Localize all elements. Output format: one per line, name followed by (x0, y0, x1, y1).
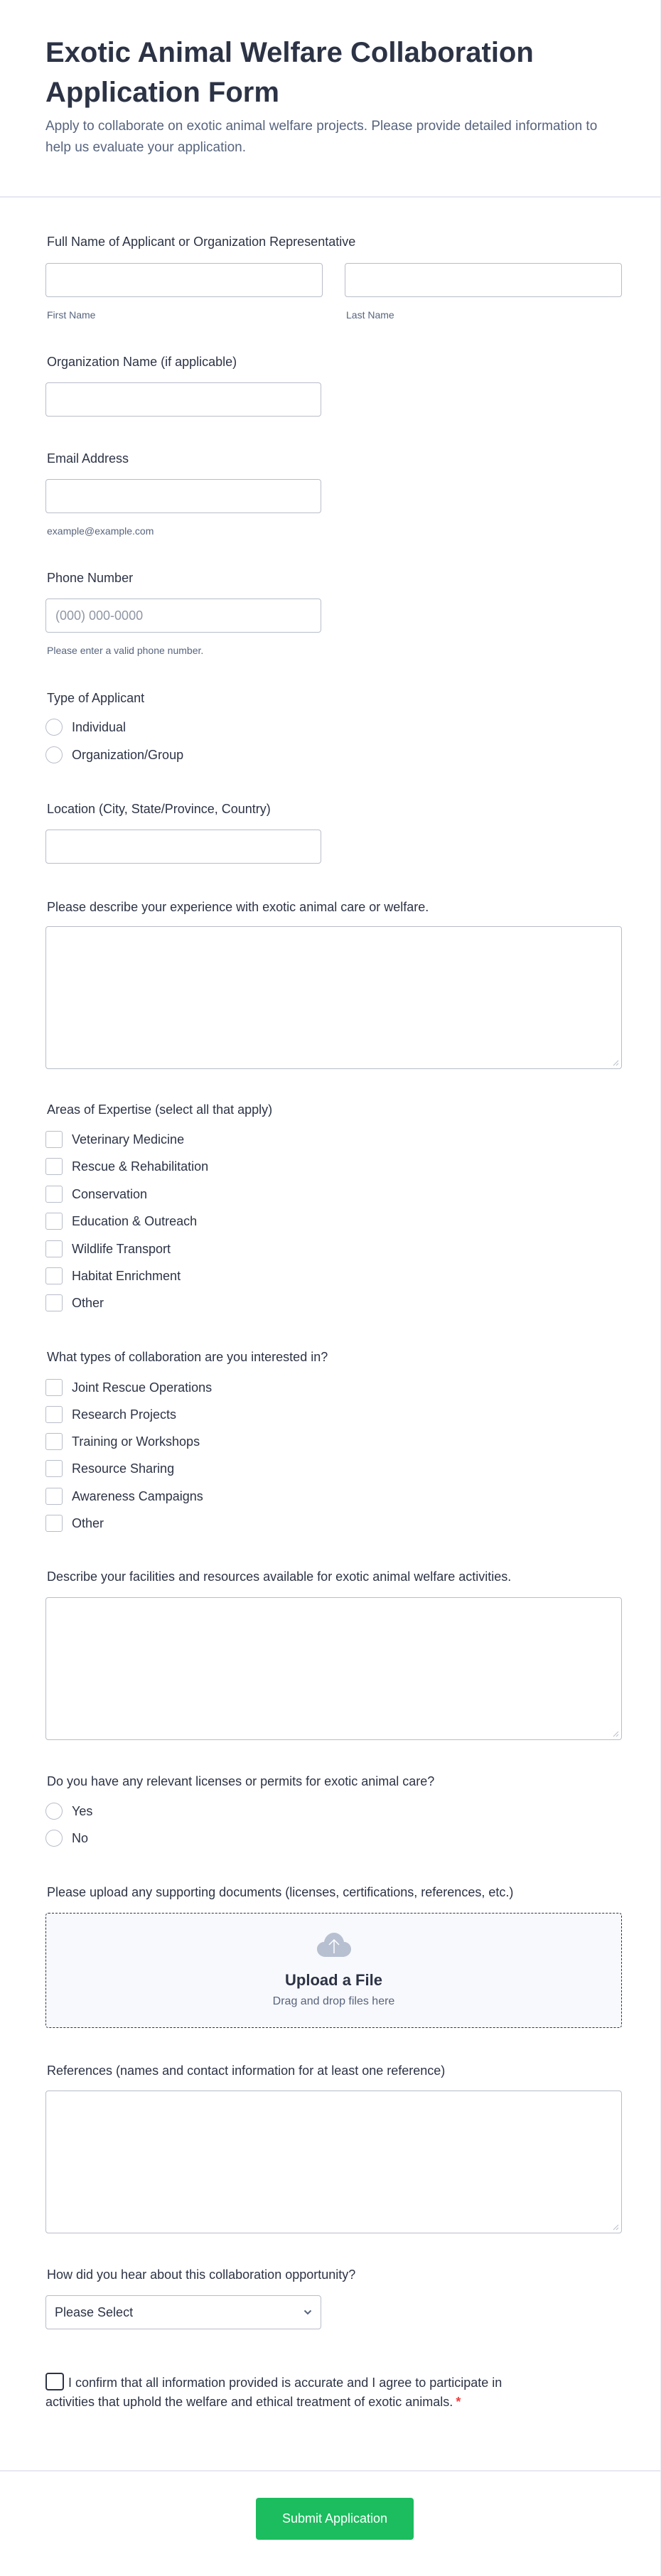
checkbox-label: Resource Sharing (72, 1461, 175, 1476)
checkbox-label: Conservation (72, 1186, 148, 1201)
licenses-label: Do you have any relevant licenses or permits for exotic animal care? (47, 1774, 435, 1788)
checkbox-box[interactable] (45, 1267, 63, 1284)
cloud-upload-icon (317, 1933, 351, 1957)
full-name-label: Full Name of Applicant or Organization Representative (47, 235, 356, 249)
confirm-text: I confirm that all information provided is accurate and I agree to participate in activities that uphold the welfare and ethical treatment of exotic animals. (45, 2376, 503, 2409)
references-label: References (names and contact information for at least one reference) (47, 2064, 446, 2078)
confirm-agreement (45, 2373, 543, 2412)
radio-circle[interactable] (45, 1830, 63, 1847)
facilities-label: Describe your facilities and resources available for exotic animal welfare activities. (47, 1569, 512, 1584)
heard-about-label: How did you hear about this collaboration opportunity? (47, 2268, 356, 2282)
checkbox-wildlife-transport[interactable] (45, 1240, 171, 1257)
experience-textarea[interactable] (45, 926, 622, 1069)
page-subtitle: Apply to collaborate on exotic animal welfare projects. Please provide detailed information to help us evaluate your application. (45, 119, 598, 155)
collaboration-label: What types of collaboration are you interested in? (47, 1350, 328, 1364)
checkbox-box[interactable] (45, 1186, 63, 1203)
radio-licenses-yes[interactable] (45, 1803, 92, 1820)
checkbox-box[interactable] (45, 1488, 63, 1505)
checkbox-label: Training or Workshops (72, 1434, 200, 1449)
upload-label: Please upload any supporting documents (licenses, certifications, references, etc.) (47, 1885, 514, 1899)
checkbox-label: Research Projects (72, 1407, 177, 1422)
checkbox-resource-sharing[interactable] (45, 1460, 174, 1477)
references-textarea[interactable] (45, 2091, 622, 2233)
phone-placeholder: (000) 000-0000 (55, 608, 144, 623)
last-name-input[interactable] (345, 263, 622, 297)
radio-label: Individual (72, 719, 127, 734)
checkbox-box[interactable] (45, 1433, 63, 1450)
required-asterisk: * (456, 2395, 461, 2409)
checkbox-training-workshops[interactable] (45, 1433, 200, 1450)
checkbox-label: Wildlife Transport (72, 1241, 171, 1256)
checkbox-box[interactable] (45, 1460, 63, 1477)
checkbox-joint-rescue[interactable] (45, 1379, 212, 1396)
page-title: Exotic Animal Welfare Collaboration Application Form (45, 37, 534, 108)
radio-circle[interactable] (45, 1803, 63, 1820)
confirm-checkbox[interactable] (45, 2373, 64, 2390)
radio-circle[interactable] (45, 719, 63, 736)
last-name-sublabel: Last Name (346, 309, 394, 321)
phone-label: Phone Number (47, 571, 134, 585)
submit-application-button[interactable]: Submit Application (256, 2498, 414, 2540)
expertise-label: Areas of Expertise (select all that apply) (47, 1102, 273, 1117)
email-label: Email Address (47, 451, 129, 466)
checkbox-veterinary-medicine[interactable] (45, 1131, 184, 1148)
checkbox-label: Rescue & Rehabilitation (72, 1159, 209, 1174)
checkbox-education-outreach[interactable] (45, 1213, 197, 1230)
email-input[interactable] (45, 479, 321, 513)
checkbox-label: Education & Outreach (72, 1213, 198, 1228)
checkbox-conservation[interactable] (45, 1186, 147, 1203)
checkbox-awareness-campaigns[interactable] (45, 1488, 203, 1505)
phone-input[interactable] (45, 599, 321, 633)
checkbox-label: Joint Rescue Operations (72, 1380, 213, 1395)
applicant-type-label: Type of Applicant (47, 691, 145, 705)
first-name-sublabel: First Name (47, 309, 96, 321)
radio-licenses-no[interactable] (45, 1830, 88, 1847)
checkbox-box[interactable] (45, 1294, 63, 1311)
radio-individual[interactable] (45, 719, 126, 736)
radio-organization-group[interactable] (45, 746, 183, 763)
chevron-down-icon (303, 2309, 312, 2315)
location-label: Location (City, State/Province, Country) (47, 802, 271, 816)
upload-subtitle: Drag and drop files here (272, 1995, 395, 2007)
facilities-textarea[interactable] (45, 1597, 622, 1740)
resize-handle-icon[interactable] (613, 1731, 619, 1737)
checkbox-box[interactable] (45, 1213, 63, 1230)
select-value: Please Select (55, 2304, 134, 2319)
location-input[interactable] (45, 830, 321, 864)
checkbox-habitat-enrichment[interactable] (45, 1267, 181, 1284)
radio-label: No (72, 1830, 89, 1845)
checkbox-expertise-other[interactable] (45, 1294, 104, 1311)
first-name-input[interactable] (45, 263, 323, 297)
checkbox-box[interactable] (45, 1131, 63, 1148)
checkbox-box[interactable] (45, 1515, 63, 1532)
radio-label: Organization/Group (72, 747, 184, 762)
radio-circle[interactable] (45, 746, 63, 763)
checkbox-research-projects[interactable] (45, 1406, 176, 1423)
checkbox-collaboration-other[interactable] (45, 1515, 104, 1532)
checkbox-label: Veterinary Medicine (72, 1132, 185, 1147)
checkbox-label: Other (72, 1515, 104, 1530)
organization-label: Organization Name (if applicable) (47, 355, 237, 369)
file-upload-dropzone[interactable] (45, 1913, 622, 2028)
checkbox-rescue-rehabilitation[interactable] (45, 1158, 208, 1175)
heard-about-select[interactable] (45, 2295, 321, 2329)
upload-title: Upload a File (285, 1971, 382, 1989)
email-hint: example@example.com (47, 525, 154, 537)
footer-divider (0, 2470, 660, 2472)
checkbox-label: Habitat Enrichment (72, 1268, 181, 1283)
checkbox-label: Awareness Campaigns (72, 1488, 203, 1503)
organization-input[interactable] (45, 382, 321, 417)
checkbox-box[interactable] (45, 1379, 63, 1396)
phone-hint: Please enter a valid phone number. (47, 645, 204, 656)
header-divider (0, 196, 660, 198)
checkbox-box[interactable] (45, 1240, 63, 1257)
checkbox-box[interactable] (45, 1158, 63, 1175)
checkbox-box[interactable] (45, 1406, 63, 1423)
experience-label: Please describe your experience with exotic animal care or welfare. (47, 900, 429, 914)
resize-handle-icon[interactable] (613, 2224, 619, 2231)
radio-label: Yes (72, 1803, 93, 1818)
resize-handle-icon[interactable] (613, 1060, 619, 1066)
checkbox-label: Other (72, 1295, 104, 1310)
